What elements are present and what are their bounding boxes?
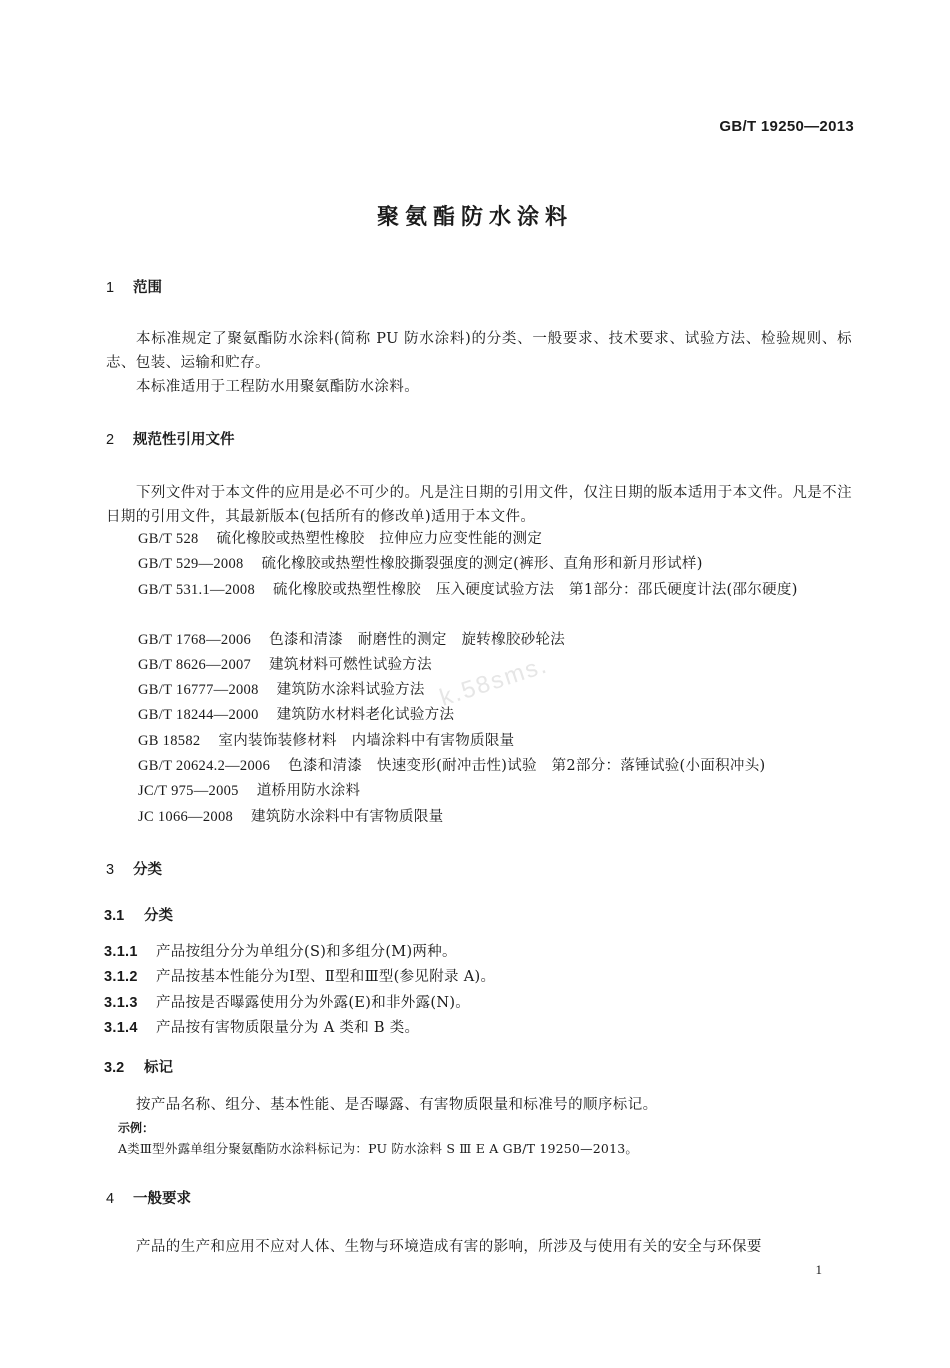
reference-code: GB/T 20624.2—2006 [138, 758, 271, 774]
reference-item [138, 805, 443, 829]
document-title: 聚氨酯防水涂料 [376, 205, 573, 230]
reference-title: 硫化橡胶或热塑性橡胶撕裂强度的测定(裤形、直角形和新月形试样) [261, 556, 703, 572]
clause-text: 产品按基本性能分为Ⅰ型、Ⅱ型和Ⅲ型(参见附录 A)。 [156, 969, 496, 985]
example-text: A类Ⅲ型外露单组分聚氨酯防水涂料标记为：PU 防水涂料 S Ⅲ E A GB/T 19250—2013。 [118, 1141, 639, 1156]
section-number: 1 [106, 280, 115, 296]
watermark: k.58sms. [436, 651, 552, 712]
section-title: 分类 [144, 908, 173, 924]
section-2-heading [106, 428, 235, 449]
clause-item [104, 1016, 419, 1040]
reference-title: 色漆和清漆 耐磨性的测定 旋转橡胶砂轮法 [269, 632, 566, 648]
reference-title: 硫化橡胶或热塑性橡胶 压入硬度试验方法 第1部分：邵氏硬度计法(邵尔硬度) [273, 582, 798, 598]
reference-code: GB/T 18244—2000 [138, 707, 259, 723]
section-title: 规范性引用文件 [133, 432, 235, 448]
reference-title: 建筑防水材料老化试验方法 [276, 707, 455, 723]
section-title: 分类 [133, 862, 162, 878]
marking-paragraph: 按产品名称、组分、基本性能、是否曝露、有害物质限量和标准号的顺序标记。 [136, 1097, 658, 1113]
reference-title: 硫化橡胶或热塑性橡胶 拉伸应力应变性能的测定 [216, 531, 543, 547]
standard-code: GB/T 19250—2013 [719, 118, 854, 135]
section-3-2-heading [104, 1056, 173, 1077]
reference-item [138, 527, 542, 551]
clause-number: 3.1.2 [104, 969, 138, 985]
clause-number: 3.1.4 [104, 1020, 138, 1036]
section-title: 范围 [133, 280, 162, 296]
reference-code: GB/T 8626—2007 [138, 657, 252, 673]
reference-title: 建筑防水涂料试验方法 [276, 682, 425, 698]
general-requirements-paragraph: 产品的生产和应用不应对人体、生物与环境造成有害的影响，所涉及与使用有关的安全与环保要 [136, 1239, 762, 1255]
page-number: 1 [815, 1262, 822, 1277]
reference-item [138, 779, 360, 803]
section-title: 一般要求 [133, 1191, 191, 1207]
clause-text: 产品按是否曝露使用分为外露(E)和非外露(N)。 [156, 995, 471, 1011]
reference-item [138, 628, 565, 652]
section-number: 3.1 [104, 908, 125, 924]
section-3-heading [106, 858, 162, 879]
clause-item [104, 991, 470, 1015]
section-3-1-heading [104, 904, 173, 925]
example-label: 示例： [118, 1121, 155, 1135]
references-intro: 下列文件对于本文件的应用是必不可少的。凡是注日期的引用文件，仅注日期的版本适用于本文件。凡是不注日期的引用文件，其最新版本(包括所有的修改单)适用于本文件。 [106, 485, 852, 525]
clause-number: 3.1.3 [104, 995, 138, 1011]
reference-code: GB 18582 [138, 733, 201, 749]
section-title: 标记 [144, 1060, 173, 1076]
reference-code: GB/T 1768—2006 [138, 632, 252, 648]
clause-item [104, 965, 495, 989]
reference-title: 道桥用防水涂料 [256, 783, 361, 799]
section-1-heading [106, 276, 162, 297]
reference-item [138, 552, 703, 576]
reference-code: JC/T 975—2005 [138, 783, 239, 799]
reference-item [138, 754, 765, 778]
clause-number: 3.1.1 [104, 944, 138, 960]
reference-item [138, 703, 454, 727]
reference-title: 建筑防水涂料中有害物质限量 [251, 809, 444, 825]
reference-code: GB/T 528 [138, 531, 199, 547]
section-4-heading [106, 1187, 191, 1208]
section-number: 3.2 [104, 1060, 125, 1076]
scope-paragraph-2: 本标准适用于工程防水用聚氨酯防水涂料。 [136, 379, 420, 395]
section-number: 2 [106, 432, 115, 448]
reference-code: GB/T 531.1—2008 [138, 582, 256, 598]
reference-code: GB/T 529—2008 [138, 556, 244, 572]
reference-title: 建筑材料可燃性试验方法 [269, 657, 432, 673]
reference-title: 色漆和清漆 快速变形(耐冲击性)试验 第2部分：落锤试验(小面积冲头) [288, 758, 766, 774]
reference-title: 室内装饰装修材料 内墙涂料中有害物质限量 [218, 733, 515, 749]
clause-item [104, 940, 457, 964]
reference-code: JC 1066—2008 [138, 809, 234, 825]
scope-paragraph-1: 本标准规定了聚氨酯防水涂料(简称 PU 防水涂料)的分类、一般要求、技术要求、试验方法、检验规则、标志、包装、运输和贮存。 [106, 331, 852, 371]
clause-text: 产品按有害物质限量分为 A 类和 B 类。 [156, 1020, 420, 1036]
reference-code: GB/T 16777—2008 [138, 682, 259, 698]
reference-item [138, 653, 432, 677]
reference-item [138, 678, 425, 702]
section-number: 4 [106, 1191, 115, 1207]
section-number: 3 [106, 862, 115, 878]
clause-text: 产品按组分分为单组分(S)和多组分(M)两种。 [156, 944, 457, 960]
reference-item [138, 729, 514, 753]
reference-item [106, 578, 852, 602]
